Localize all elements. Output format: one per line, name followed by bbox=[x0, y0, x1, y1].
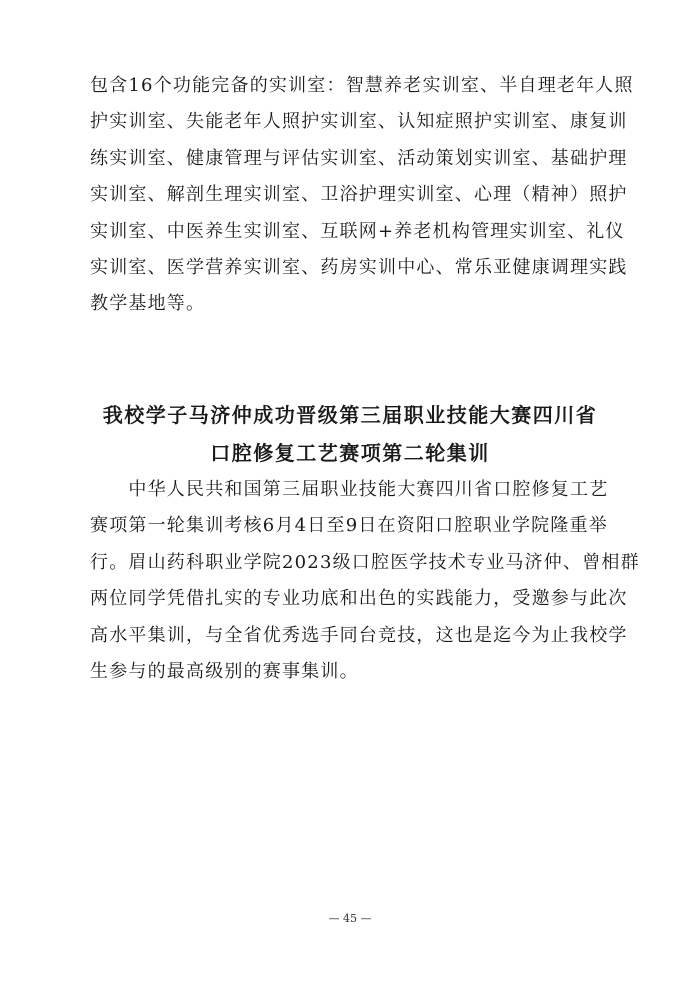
paragraph-line: 实训室、医学营养实训室、药房实训中心、常乐亚健康调理实践 bbox=[90, 256, 628, 278]
heading-line: 我校学子马济仲成功晋级第三届职业技能大赛四川省 bbox=[102, 403, 598, 427]
paragraph-line: 实训室、解剖生理实训室、卫浴护理实训室、心理（精神）照护 bbox=[90, 184, 628, 206]
paragraph-training-rooms bbox=[90, 68, 634, 323]
paragraph-line: 行。眉山药科职业学院2023级口腔医学技术专业马济仲、曾相群 bbox=[90, 551, 640, 573]
paragraph-competition bbox=[90, 472, 640, 690]
paragraph-line: 中华人民共和国第三届职业技能大赛四川省口腔修复工艺 bbox=[90, 479, 609, 500]
paragraph-line: 教学基地等。 bbox=[90, 293, 206, 315]
paragraph-line: 高水平集训，与全省优秀选手同台竞技，这也是迄今为止我校学 bbox=[90, 624, 628, 646]
article-heading bbox=[60, 396, 640, 472]
paragraph-line: 两位同学凭借扎实的专业功底和出色的实践能力，受邀参与此次 bbox=[90, 588, 628, 610]
page-number: — 45 — bbox=[328, 912, 372, 925]
paragraph-line: 生参与的最高级别的赛事集训。 bbox=[90, 660, 359, 682]
paragraph-line: 护实训室、失能老年人照护实训室、认知症照护实训室、康复训 bbox=[90, 111, 628, 133]
paragraph-line: 实训室、中医养生实训室、互联网+养老机构管理实训室、礼仪 bbox=[90, 220, 625, 242]
paragraph-line: 包含16个功能完备的实训室：智慧养老实训室、半自理老年人照 bbox=[90, 75, 634, 96]
paragraph-line: 练实训室、健康管理与评估实训室、活动策划实训室、基础护理 bbox=[90, 147, 628, 169]
heading-line: 口腔修复工艺赛项第二轮集训 bbox=[210, 441, 490, 465]
paragraph-line: 赛项第一轮集训考核6月4日至9日在资阳口腔职业学院隆重举 bbox=[90, 515, 608, 537]
